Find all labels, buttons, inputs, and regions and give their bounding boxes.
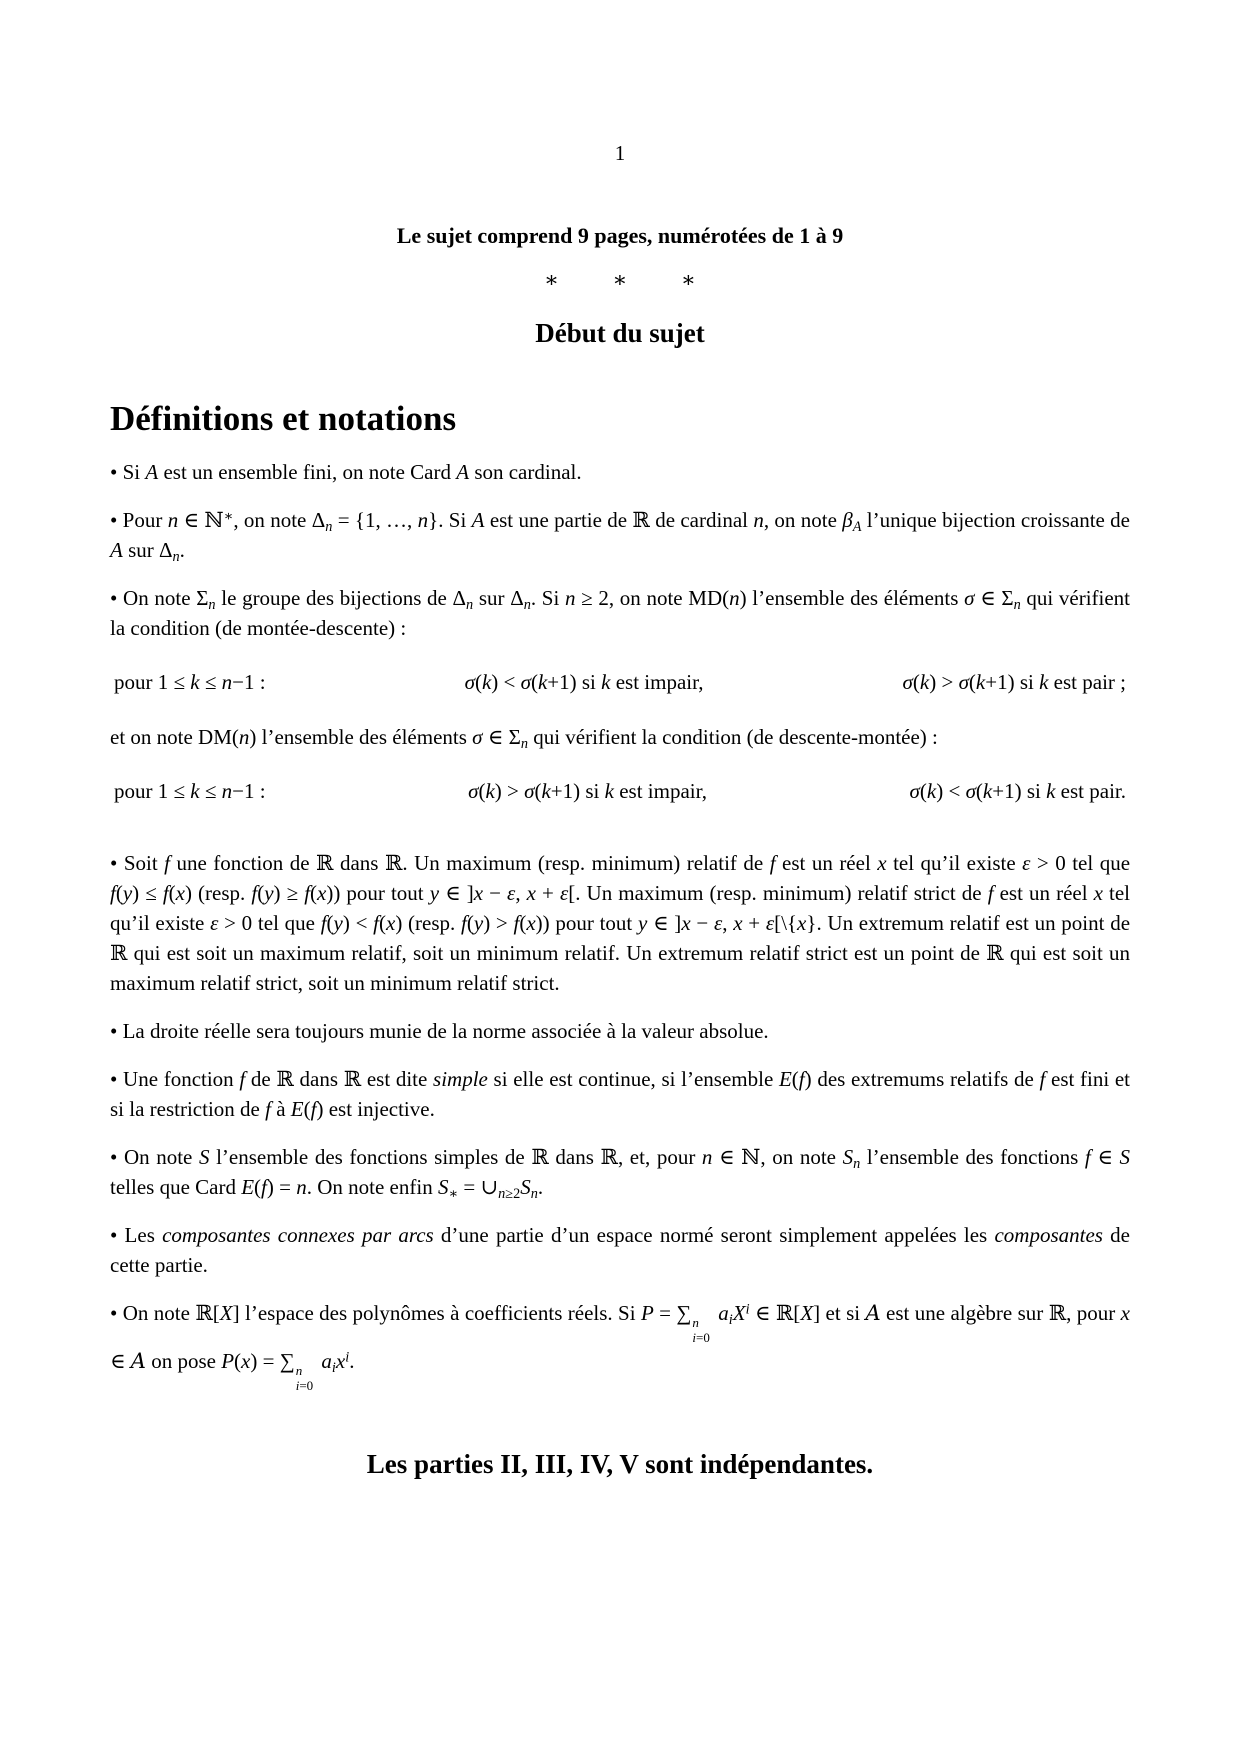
- paragraph-dm: et on note DM(n) l’ensemble des éléments σ ∈ $\Sigma_n$ qui vérifient la condition (de descente-montée) :: [110, 725, 938, 752]
- pages-count-note: Le sujet comprend 9 pages, numérotées de 1 à 9: [396, 223, 844, 248]
- page-number: 1: [614, 141, 626, 165]
- display-clause-impair: σ(k) > σ(k+1) si k est impair,: [468, 779, 708, 803]
- display-descente-montee: [110, 776, 1130, 806]
- doc-subtitle: Début du sujet: [535, 318, 705, 348]
- stars-separator: ∗ ∗ ∗: [544, 267, 696, 292]
- display-clause-pair: σ(k) > σ(k+1) si k est pair ;: [902, 670, 1126, 694]
- bullet-delta-n: • Pour n ∈ ℕ∗, on note $\Delta_n = \{1$, …, n}. Si A est une partie de ℝ de cardinal n, on note $\beta_A$ l’unique bijection croissante de A sur $\Delta_n$.: [110, 508, 1131, 565]
- display-intro: pour 1 ≤ k ≤ n−1 :: [114, 779, 266, 803]
- section-title: Définitions et notations: [110, 399, 457, 438]
- independence-note: Les parties II, III, IV, V sont indépendantes.: [366, 1449, 874, 1480]
- bullet-fonction-simple: • Une fonction f de ℝ dans ℝ est dite simple si elle est continue, si l’ensemble E(f) des extremums relatifs de f est fini et si la restriction de f à E(f) est injective.: [110, 1067, 1130, 1121]
- bullet-polynomes: • On note ℝ[X] l’espace des polynômes à coefficients réels. Si P = ∑ n i=0 $a_iX^i$ ∈ ℝ[X] et si A est une algèbre sur ℝ, pour x ∈ A on pose P(x) = ∑ n i=0 $a_ix^i$.: [110, 1301, 1130, 1394]
- display-clause-pair: σ(k) < σ(k+1) si k est pair.: [909, 779, 1126, 803]
- display-intro: pour 1 ≤ k ≤ n−1 :: [114, 670, 266, 694]
- bullet-norme: • La droite réelle sera toujours munie de la norme associée à la valeur absolue.: [110, 1019, 769, 1043]
- bullet-sigma-md: • On note $\Sigma_n$ le groupe des bijections de $\Delta_n$ sur $\Delta_n$. Si n ≥ 2, on note MD(n) l’ensemble des éléments σ ∈ $\Sigma_n$ qui vérifient la condition (de montée-descente) :: [110, 586, 1131, 640]
- display-clause-impair: σ(k) < σ(k+1) si k est impair,: [464, 670, 704, 694]
- bullet-composantes: • Les composantes connexes par arcs d’une partie d’un espace normé seront simplement appelées les composantes de cette partie.: [110, 1223, 1130, 1277]
- display-montee-descente: [110, 667, 1130, 697]
- bullet-cardinal: • Si A est un ensemble fini, on note Card A son cardinal.: [110, 460, 582, 484]
- bullet-ensemble-s: • On note S l’ensemble des fonctions simples de ℝ dans ℝ, et, pour n ∈ ℕ, on note $S_n$ l’ensemble des fonctions f ∈ S telles que Card E(f) = n. On note enfin $S_∗$ = $\cup_{n\ge 2}S_n$.: [110, 1145, 1130, 1202]
- bullet-extremum: • Soit f une fonction de ℝ dans ℝ. Un maximum (resp. minimum) relatif de f est un réel x tel qu’il existe ε > 0 tel que f(y) ≤ f(x) (resp. f(y) ≥ f(x)) pour tout y ∈ ]x − ε, x + ε[. Un maximum (resp. minimum) relatif strict de f est un réel x tel qu’il existe ε > 0 tel que f(y) < f(x) (resp. f(y) > f(x)) pour tout y ∈ ]x − ε, x + ε[\{x}. Un extremum relatif est un point de ℝ qui est soit un maximum relatif, soit un minimum relatif. Un extremum relatif strict est un point de ℝ qui est soit un maximum relatif strict, soit un minimum relatif strict.: [110, 851, 1131, 995]
